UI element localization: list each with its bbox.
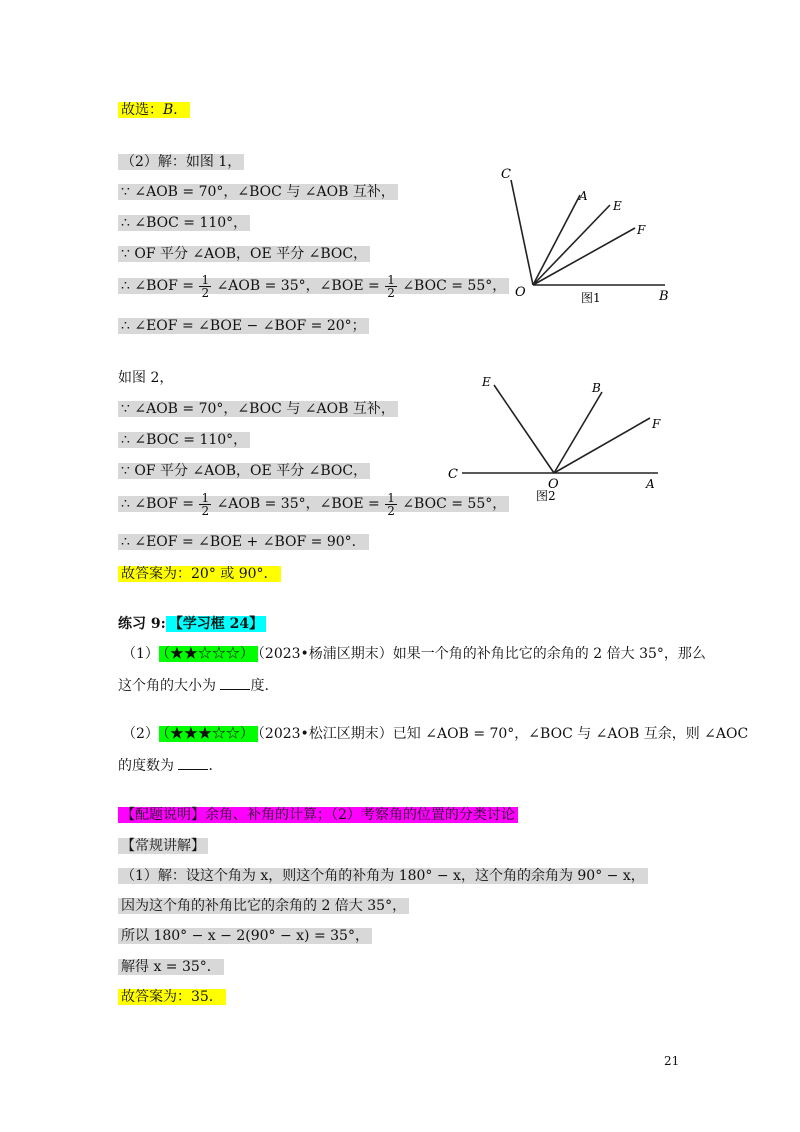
fraction-half: $\frac{1}{2}$ — [387, 490, 395, 518]
label-f: F — [637, 223, 646, 237]
label-o: O — [548, 477, 559, 492]
exercise-q2-cont: 的度数为 ． — [118, 754, 222, 778]
part2-answer: 故答案为：20° 或 90°． — [118, 562, 281, 586]
fraction-half: $\frac{1}{2}$ — [201, 272, 210, 300]
figure-1-caption: 图1 — [581, 291, 601, 305]
ray-oe — [533, 205, 610, 285]
exercise-q2: （2） （★★★☆☆） （2023•松江区期末）已知 ∠AOB = 70°，∠BOC 与 ∠AOB 互余，则 ∠AOC — [122, 726, 749, 742]
fig2-line-2: ∴ ∠BOC = 110°， — [118, 428, 250, 452]
difficulty-badge: （★★★☆☆） — [159, 726, 258, 742]
fig2-line-last: ∴ ∠EOF = ∠BOE + ∠BOF = 90°． — [118, 530, 369, 554]
label-o: O — [515, 285, 526, 300]
label-e: E — [613, 199, 622, 213]
answer-choice: 故选：B． — [118, 102, 190, 118]
fraction-half: $\frac{1}{2}$ — [201, 490, 210, 518]
difficulty-badge: （★★☆☆☆） — [159, 646, 258, 662]
fig1-line-last: ∴ ∠EOF = ∠BOE − ∠BOF = 20°； — [118, 314, 369, 338]
exercise-q1: （1） （★★☆☆☆） （2023•杨浦区期末）如果一个角的补角比它的余角的 2 倍大 35°，那么 — [122, 646, 706, 662]
fig2-title: 如图 2， — [118, 370, 174, 386]
label-f: F — [652, 417, 661, 431]
fraction-half: $\frac{1}{2}$ — [387, 272, 395, 300]
fig2-line-1: ∵ ∠AOB = 70°，∠BOC 与 ∠AOB 互补， — [118, 397, 398, 421]
ray-ob — [554, 392, 602, 473]
fig1-fraction-line: ∴ ∠BOF = $\frac{1}{2}$ ∠AOB = 35°，∠BOE = $\frac{1}{2}$ ∠BOC = 55°， — [118, 268, 509, 304]
ray-oe — [494, 385, 554, 473]
answer-blank — [178, 755, 208, 770]
fig1-line-1: ∵ ∠AOB = 70°，∠BOC 与 ∠AOB 互补， — [118, 180, 398, 204]
figure-2-caption: 图2 — [536, 489, 556, 503]
label-a: A — [646, 477, 655, 491]
fig1-line-2: ∴ ∠BOC = 110°， — [118, 211, 250, 235]
fig2-fraction-line: ∴ ∠BOF = $\frac{1}{2}$ ∠AOB = 35°，∠BOE = $\frac{1}{2}$ ∠BOC = 55°， — [118, 486, 509, 522]
label-e: E — [482, 375, 491, 389]
figure-1 — [495, 160, 685, 310]
answer-blank — [220, 675, 250, 690]
part2-title: （2）解：如图 1， — [118, 150, 244, 174]
label-b: B — [659, 289, 669, 304]
exercise-q1-cont: 这个角的大小为 度. — [118, 674, 269, 698]
label-b: B — [592, 381, 601, 395]
explain-line-2: 因为这个角的补角比它的余角的 2 倍大 35°， — [118, 894, 409, 918]
label-c: C — [448, 467, 458, 482]
explain-line-4: 解得 x = 35°． — [118, 955, 224, 979]
label-c: C — [501, 167, 511, 182]
explain-line-1: （1）解：设这个角为 x，则这个角的补角为 180° − x，这个角的余角为 90° − x， — [118, 864, 648, 888]
explain-answer: 故答案为：35． — [118, 985, 226, 1009]
explain-tag: 【配题说明】余角、补角的计算；（2）考察角的位置的分类讨论 — [118, 803, 518, 827]
ray-oc — [511, 180, 533, 285]
answer-choice-line — [118, 98, 190, 122]
fig1-line-3: ∵ OF 平分 ∠AOB，OE 平分 ∠BOC， — [118, 242, 370, 266]
figure-2 — [440, 370, 670, 510]
explain-line-3: 所以 180° − x − 2(90° − x) = 35°， — [118, 924, 372, 948]
page-number: 21 — [664, 1054, 680, 1068]
fig2-line-3: ∵ OF 平分 ∠AOB，OE 平分 ∠BOC， — [118, 459, 370, 483]
label-a: A — [579, 189, 588, 203]
ray-of — [554, 418, 650, 473]
exercise-heading: 练习 9: 【学习框 24】 — [118, 612, 266, 636]
explain-routine: 【常规讲解】 — [118, 834, 208, 858]
